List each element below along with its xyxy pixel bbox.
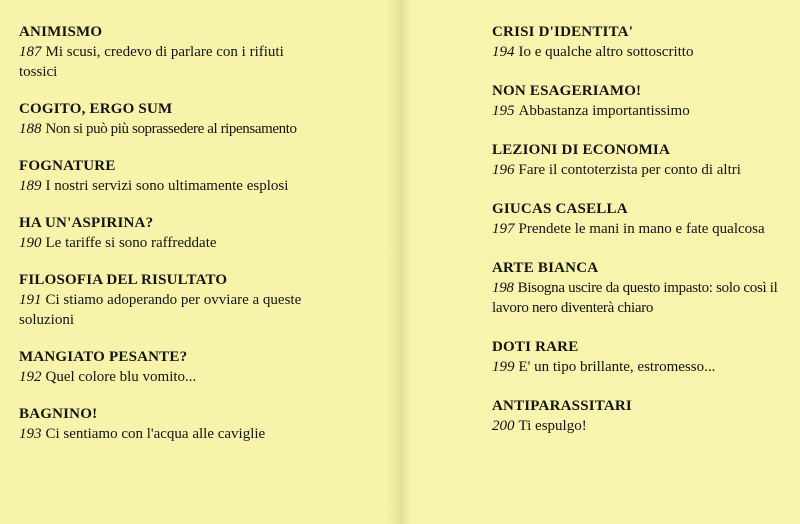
entry-title: ANTIPARASSITARI <box>492 398 632 414</box>
entry-body <box>492 416 800 436</box>
entry-195 <box>492 81 800 121</box>
entry-text: Mi scusi, credevo di parlare con i rifiuti tossici <box>19 44 284 80</box>
entry-text: Fare il contoterzista per conto di altri <box>518 162 741 178</box>
entry-text: Ti espulgo! <box>518 418 587 434</box>
entry-number: 189 <box>19 178 42 194</box>
entry-text: Abbastanza importantissimo <box>518 103 690 119</box>
entry-number: 195 <box>492 103 515 119</box>
entry-text: Bisogna uscire da questo impasto: solo così il lavoro nero diventerà chiaro <box>492 280 778 316</box>
entry-title: GIUCAS CASELLA <box>492 201 628 217</box>
entry-number: 191 <box>19 292 42 308</box>
entry-body <box>19 176 398 196</box>
entry-number: 192 <box>19 369 42 385</box>
entry-187 <box>19 22 398 82</box>
entry-189 <box>19 156 398 196</box>
entry-197 <box>492 199 800 239</box>
entry-text: I nostri servizi sono ultimamente esplosi <box>45 178 289 194</box>
entry-number: 197 <box>492 221 515 237</box>
entry-title: LEZIONI DI ECONOMIA <box>492 142 670 158</box>
entry-title: FOGNATURE <box>19 158 116 174</box>
entry-title: NON ESAGERIAMO! <box>492 83 642 99</box>
entry-number: 198 <box>492 280 514 296</box>
entry-body <box>492 219 800 239</box>
entry-number: 194 <box>492 44 515 60</box>
entry-number: 190 <box>19 235 42 251</box>
entry-193 <box>19 404 398 444</box>
entry-body <box>492 357 800 377</box>
entry-body <box>492 160 800 180</box>
left-page <box>0 0 398 524</box>
entry-text: Prendete le mani in mano e fate qualcosa <box>518 221 765 237</box>
entry-text: E' un tipo brillante, estromesso... <box>518 359 716 375</box>
entry-body <box>19 42 309 82</box>
entry-title: HA UN'ASPIRINA? <box>19 215 154 231</box>
entry-title: ANIMISMO <box>19 24 103 40</box>
entry-text: Le tariffe si sono raffreddate <box>45 235 217 251</box>
entry-199 <box>492 337 800 377</box>
entry-188 <box>19 99 398 139</box>
entry-title: COGITO, ERGO SUM <box>19 101 173 117</box>
entry-title: DOTI RARE <box>492 339 579 355</box>
entry-body <box>19 424 398 444</box>
entry-body <box>19 290 319 330</box>
entry-number: 199 <box>492 359 515 375</box>
entry-200 <box>492 396 800 436</box>
entry-text: Ci stiamo adoperando per ovviare a queste soluzioni <box>19 292 302 328</box>
entry-190 <box>19 213 398 253</box>
entry-198 <box>492 258 800 318</box>
entry-body <box>19 367 398 387</box>
entry-number: 187 <box>19 44 42 60</box>
entry-number: 200 <box>492 418 515 434</box>
entry-title: FILOSOFIA DEL RISULTATO <box>19 272 228 288</box>
entry-body <box>492 101 800 121</box>
entry-body <box>19 233 398 253</box>
entry-text: Quel colore blu vomito... <box>45 369 197 385</box>
entry-text: Non si può più soprassedere al ripensamento <box>45 121 297 137</box>
entry-number: 193 <box>19 426 42 442</box>
entry-body <box>492 278 782 318</box>
entry-number: 188 <box>19 121 42 137</box>
entry-title: BAGNINO! <box>19 406 98 422</box>
entry-number: 196 <box>492 162 515 178</box>
entry-196 <box>492 140 800 180</box>
entry-194 <box>492 22 800 62</box>
entry-title: MANGIATO PESANTE? <box>19 349 188 365</box>
right-page <box>398 0 800 524</box>
entry-text: Io e qualche altro sottoscritto <box>518 44 694 60</box>
entry-title: ARTE BIANCA <box>492 260 599 276</box>
entry-191 <box>19 270 398 330</box>
entry-text: Ci sentiamo con l'acqua alle caviglie <box>45 426 266 442</box>
entry-body <box>19 119 398 139</box>
entry-title: CRISI D'IDENTITA' <box>492 24 634 40</box>
entry-192 <box>19 347 398 387</box>
entry-body <box>492 42 800 62</box>
